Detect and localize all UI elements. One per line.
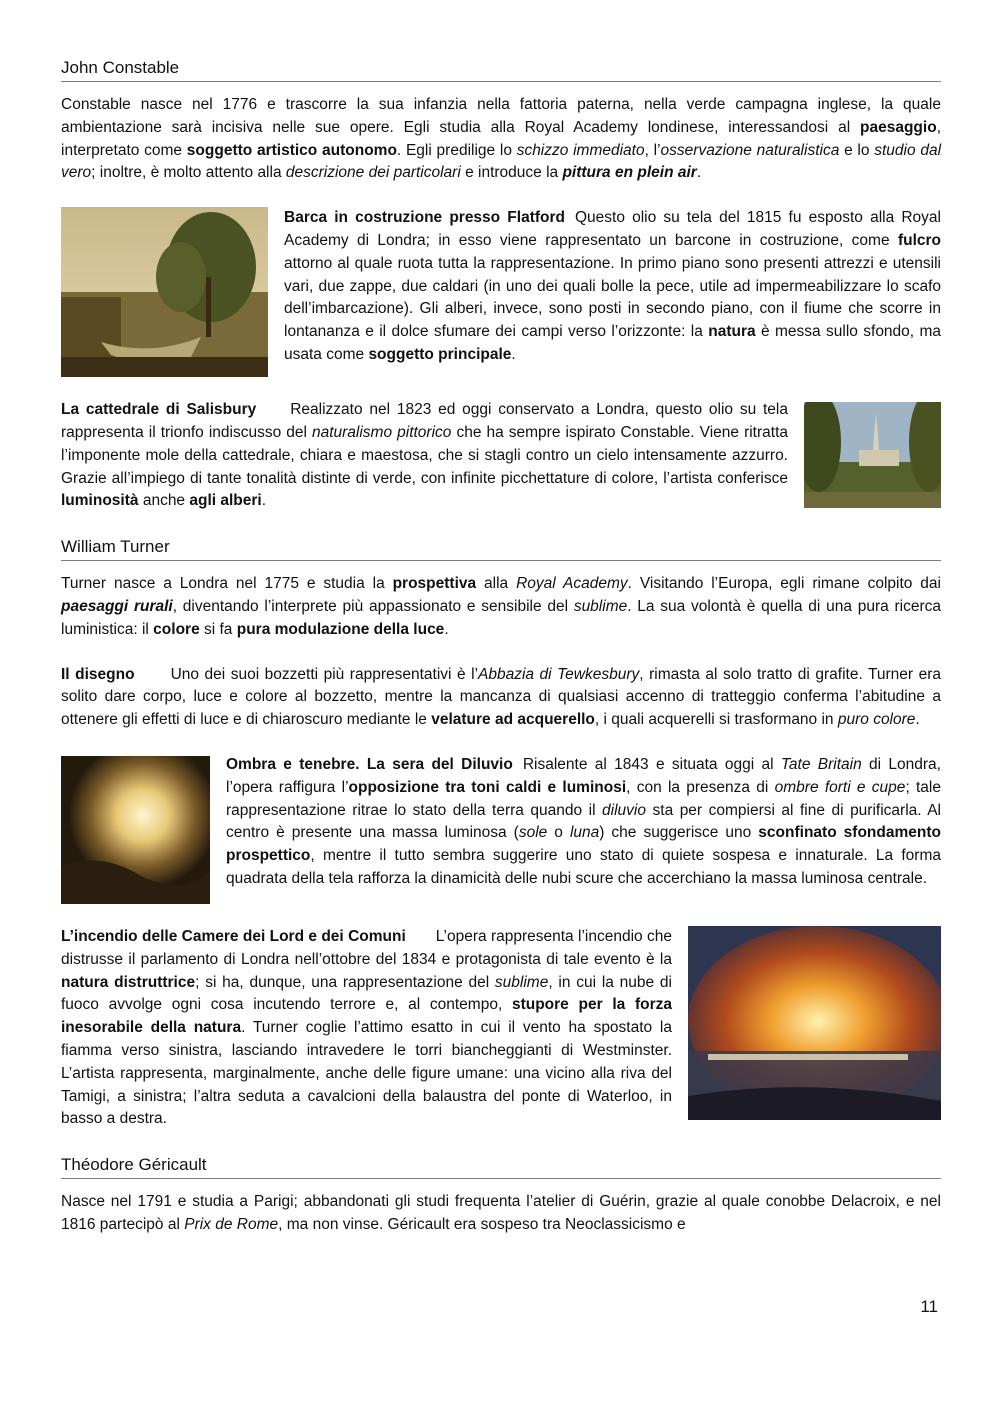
disegno-title: Il disegno [61, 665, 135, 683]
painting-barca-flatford [61, 207, 268, 377]
barca-text: Questo olio su tela del 1815 fu esposto alla Royal Academy di Londra; in esso viene rappresentato un barcone in costruzione, come fulcro attorno al quale ruota tutta la rappresentazione. In primo piano sono presenti attrezzi e utensili vari, due zappe, due caldari (in uno dei quali bolle la pece, utile ad impermeabilizzare lo scafo dell’imbarcazione). Gli alberi, invece, sono posti in secondo piano, con il fiume che scorre in lontananza e il dolce sfumare dei campi verso l’orizzonte: la natura è messa sullo sfondo, ma usata come soggetto principale. [284, 209, 942, 363]
turner-intro-paragraph: Turner nasce a Londra nel 1775 e studia la prospettiva alla Royal Academy. Visitando l’Europa, egli rimane colpito dai paesaggi rurali, diventando l’interprete più appassionato e sensibile del sublime. La sua volontà è quella di una pura ricerca luministica: il colore si fa pura modulazione della luce. [61, 575, 942, 638]
incendio-text: L’opera rappresenta l’incendio che distrusse il parlamento di Londra nell’ottobre del 1834 e protagonista di tale evento è la natura distruttrice; si ha, dunque, una rappresentazione del sublime, in cui la nube di fuoco avvolge ogni cosa incutendo terrore e, al contempo, stupore per la forza inesorabile della natura. Turner coglie l’attimo esatto in cui il vento ha spostato la fiamma verso sinistra, lasciando intravedere le torri biancheggianti di Westminster. L’artista rappresenta, marginalmente, anche delle figure umane: una vicino alla riva del Tamigi, a sinistra; l’altra seduta a cavalcioni della balaustra del ponte di Waterloo, in basso a destra. [61, 927, 673, 1128]
salisbury-paragraph [61, 399, 788, 513]
gericault-intro-paragraph: Nasce nel 1791 e studia a Parigi; abbandonati gli studi frequenta l’atelier di Guérin, grazie al quale conobbe Delacroix, e nel 1816 partecipò al Prix de Rome, ma non vinse. Géricault era sospeso tra Neoclassicismo e [61, 1193, 941, 1233]
page-number: 11 [920, 1297, 938, 1316]
painting-cattedrale-salisbury [804, 402, 941, 508]
ombra-block [61, 754, 941, 904]
disegno-paragraph [61, 664, 941, 732]
section-heading-turner: William Turner [61, 537, 941, 561]
barca-title: Barca in costruzione presso Flatford [284, 209, 565, 227]
ombra-text: Risalente al 1843 e situata oggi al Tate Britain di Londra, l’opera raffigura l’opposizione tra toni caldi e luminosi, con la presenza di ombre forti e cupe; tale rappresentazione ritrae lo stato della terra quando il diluvio sta per compiersi al fine di purificarla. Al centro è presente una massa luminosa (sole o luna) che suggerisce uno sconfinato sfondamento prospettico, mentre il tutto sembra suggerire uno stato di quiete sospesa e innaturale. La forma quadrata della tela rafforza la dinamicità delle nubi scure che accerchiano la massa luminosa centrale. [226, 755, 941, 887]
barca-paragraph [284, 207, 941, 367]
ombra-title: Ombra e tenebre. La sera del Diluvio [226, 755, 513, 773]
ombra-paragraph [226, 754, 941, 891]
painting-incendio-camere [688, 926, 941, 1120]
section-heading-constable: John Constable [61, 58, 941, 82]
barca-block [61, 207, 941, 377]
salisbury-block [61, 399, 941, 513]
page-content [61, 58, 941, 1237]
salisbury-text: Realizzato nel 1823 ed oggi conservato a Londra, questo olio su tela rappresenta il trionfo indiscusso del naturalismo pittorico che ha sempre ispirato Constable. Viene ritratta l’imponente mole della cattedrale, chiara e maestosa, che si stagli contro un cielo intensamente azzurro. Grazie all’impiego di tante tonalità distinte di verde, con infinite picchettature di colore, l’artista conferisce luminosità anche agli alberi. [61, 401, 788, 510]
constable-intro-paragraph: Constable nasce nel 1776 e trascorre la sua infanzia nella fattoria paterna, nella verde campagna inglese, la quale ambientazione sarà incisiva nelle sue opere. Egli studia alla Royal Academy londinese, interessandosi al paesaggio, interpretato come soggetto artistico autonomo. Egli predilige lo schizzo immediato, l’osservazione naturalistica e lo studio dal vero; inoltre, è molto attento alla descrizione dei particolari e introduce la pittura en plein air. [61, 96, 942, 182]
section-heading-gericault: Théodore Géricault [61, 1155, 941, 1179]
painting-ombra-e-tenebre [61, 756, 210, 904]
disegno-text: Uno dei suoi bozzetti più rappresentativi è l’Abbazia di Tewkesbury, rimasta al solo tratto di grafite. Turner era solito dare corpo, luce e colore al bozzetto, mentre la mancanza di qualsiasi accenno di tratteggio conferma l’abitudine a ottenere gli effetti di luce e di chiaroscuro mediante le velature ad acquerello, i quali acquerelli si trasformano in puro colore. [61, 665, 941, 729]
incendio-block [61, 926, 941, 1131]
salisbury-title: La cattedrale di Salisbury [61, 401, 257, 419]
incendio-title: L’incendio delle Camere dei Lord e dei Comuni [61, 927, 406, 945]
incendio-paragraph [61, 926, 672, 1131]
